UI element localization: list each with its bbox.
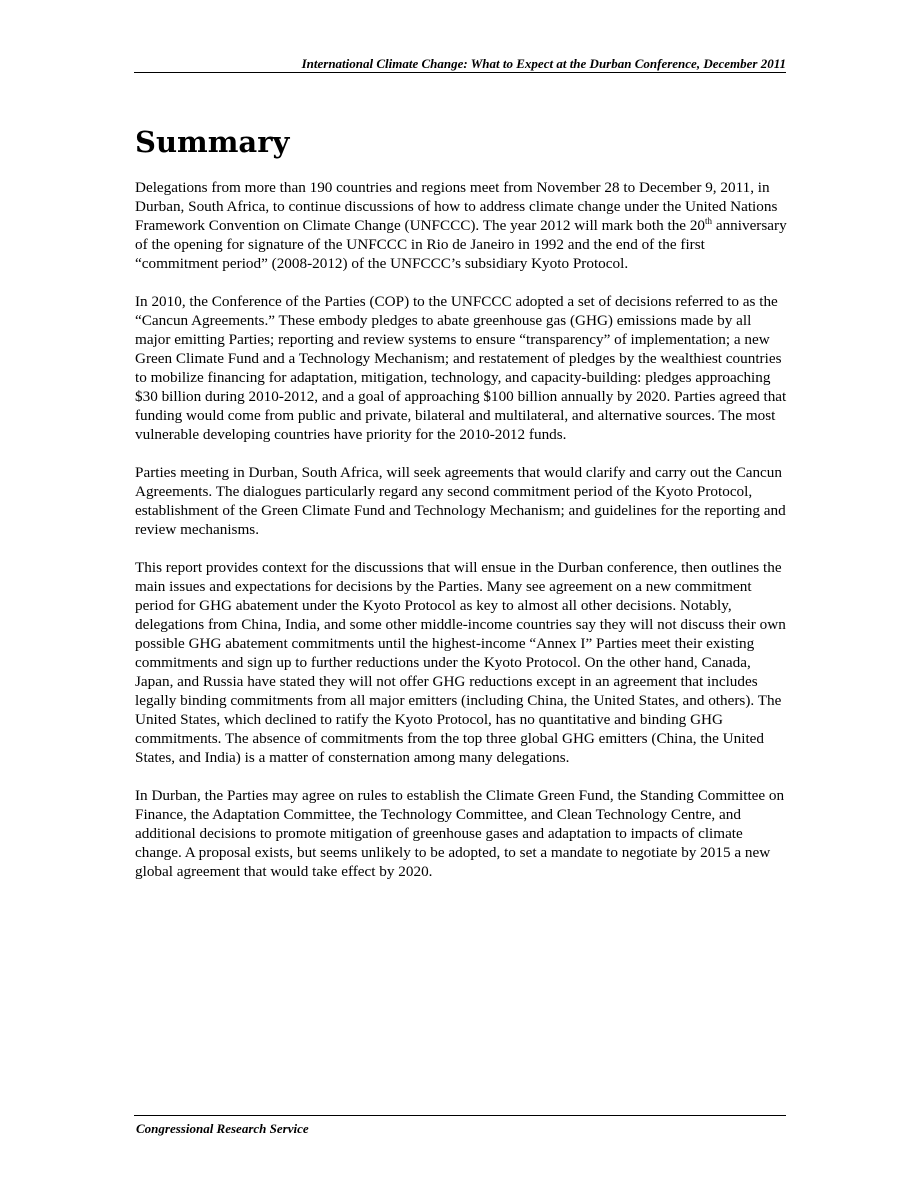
- footer-rule: [134, 1115, 786, 1116]
- running-header: International Climate Change: What to Expect at the Durban Conference, December 2011: [301, 56, 786, 71]
- paragraph-1: [135, 178, 789, 273]
- paragraph-1-text-b: anniversary of the opening for signature of the UNFCCC in Rio de Janeiro in 1992 and the end of the first “commitment period” (2008-2012) of the UNFCCC’s subsidiary Kyoto Protocol.: [135, 217, 787, 272]
- footer-text: Congressional Research Service: [136, 1121, 309, 1136]
- page-title: Summary: [135, 125, 290, 159]
- ordinal-superscript: th: [705, 215, 713, 226]
- paragraph-1-text-a: Delegations from more than 190 countries and regions meet from November 28 to December 9, 2011, in Durban, South Africa, to continue discussions of how to address climate change under the United Nations Framework Convention on Climate Change (UNFCCC). The year 2012 will mark both the 20: [135, 179, 778, 234]
- summary-body: [135, 178, 789, 900]
- paragraph-2: In 2010, the Conference of the Parties (COP) to the UNFCCC adopted a set of decisions referred to as the “Cancun Agreements.” These embody pledges to abate greenhouse gas (GHG) emissions made by all major emitting Parties; reporting and review systems to ensure “transparency” of implementation; a new Green Climate Fund and a Technology Mechanism; and restatement of pledges by the wealthiest countries to mobilize financing for adaptation, mitigation, technology, and capacity-building: pledges approaching $30 billion during 2010-2012, and a goal of approaching $100 billion annually by 2020. Parties agreed that funding would come from public and private, bilateral and multilateral, and alternative sources. The most vulnerable developing countries have priority for the 2010-2012 funds.: [135, 293, 787, 443]
- paragraph-3: Parties meeting in Durban, South Africa, will seek agreements that would clarify and carry out the Cancun Agreements. The dialogues particularly regard any second commitment period of the Kyoto Protocol, establishment of the Green Climate Fund and Technology Mechanism; and guidelines for the reporting and review mechanisms.: [135, 464, 786, 538]
- paragraph-4: This report provides context for the discussions that will ensue in the Durban conference, then outlines the main issues and expectations for decisions by the Parties. Many see agreement on a new commitment period for GHG abatement under the Kyoto Protocol as key to almost all other decisions. Notably, delegations from China, India, and some other middle-income countries say they will not discuss their own possible GHG abatement commitments until the highest-income “Annex I” Parties meet their existing commitments and sign up to further reductions under the Kyoto Protocol. On the other hand, Canada, Japan, and Russia have stated they will not offer GHG reductions except in an agreement that includes legally binding commitments from all major emitters (including China, the United States, and others). The United States, which declined to ratify the Kyoto Protocol, has no quantitative and binding GHG commitments. The absence of commitments from the top three global GHG emitters (China, the United States, and India) is a matter of consternation among many delegations.: [135, 559, 786, 766]
- header-rule: [134, 72, 786, 73]
- paragraph-5: In Durban, the Parties may agree on rules to establish the Climate Green Fund, the Standing Committee on Finance, the Adaptation Committee, the Technology Committee, and Clean Technology Centre, and additional decisions to promote mitigation of greenhouse gases and adaptation to impacts of climate change. A proposal exists, but seems unlikely to be adopted, to set a mandate to negotiate by 2015 a new global agreement that would take effect by 2020.: [135, 787, 785, 880]
